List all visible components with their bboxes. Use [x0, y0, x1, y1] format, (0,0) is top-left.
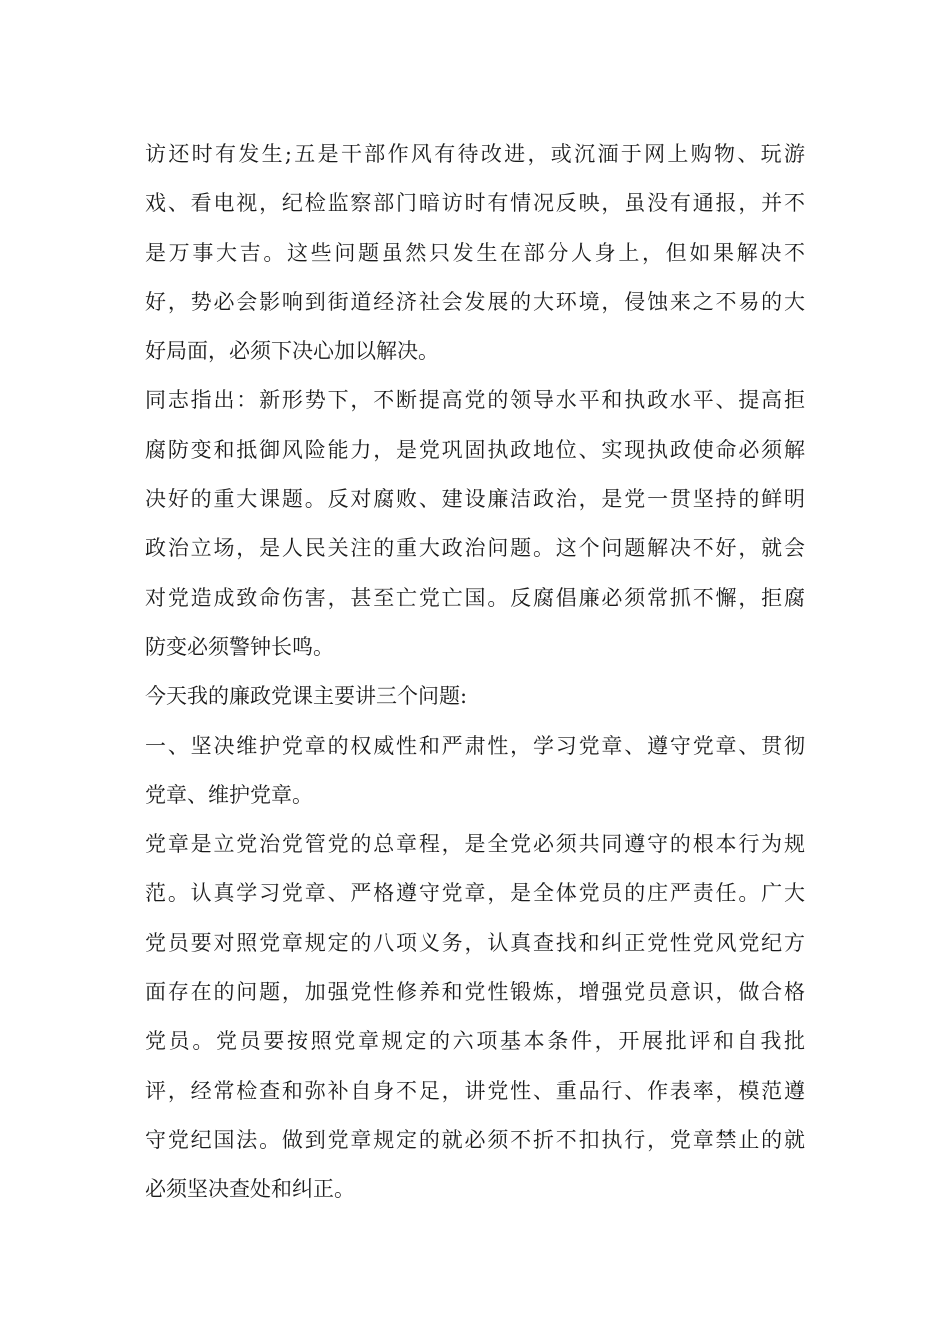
text-line: 评，经常检查和弥补自身不足，讲党性、重品行、作表率，模范遵 [145, 1078, 805, 1103]
paragraph-5 [145, 820, 805, 1214]
text-line: 范。认真学习党章、严格遵守党章，是全体党员的庄严责任。广大 [145, 881, 805, 906]
text-line: 必须坚决查处和纠正。 [145, 1177, 355, 1202]
text-line: 党员。党员要按照党章规定的六项基本条件，开展批评和自我批 [145, 1029, 805, 1054]
text-line: 党章、维护党章。 [145, 782, 313, 807]
text-line: 防变必须警钟长鸣。 [145, 634, 334, 659]
text-line: 一、坚决维护党章的权威性和严肃性，学习党章、遵守党章、贯彻 [145, 733, 805, 758]
text-line: 好局面，必须下决心加以解决。 [145, 339, 439, 364]
text-line: 党员要对照党章规定的八项义务，认真查找和纠正党性党风党纪方 [145, 930, 805, 955]
text-line: 同志指出：新形势下，不断提高党的领导水平和执政水平、提高拒 [145, 388, 805, 413]
paragraph-2 [145, 376, 805, 672]
text-line: 腐防变和抵御风险能力，是党巩固执政地位、实现执政使命必须解 [145, 437, 805, 462]
text-line: 今天我的廉政党课主要讲三个问题: [145, 684, 468, 709]
text-line: 对党造成致命伤害，甚至亡党亡国。反腐倡廉必须常抓不懈，拒腐 [145, 585, 805, 610]
paragraph-3 [145, 672, 805, 721]
text-line: 戏、看电视，纪检监察部门暗访时有情况反映，虽没有通报，并不 [145, 191, 805, 216]
text-line: 守党纪国法。做到党章规定的就必须不折不扣执行，党章禁止的就 [145, 1127, 805, 1152]
text-line: 好，势必会影响到街道经济社会发展的大环境，侵蚀来之不易的大 [145, 289, 805, 314]
text-line: 党章是立党治党管党的总章程，是全党必须共同遵守的根本行为规 [145, 832, 805, 857]
text-line: 是万事大吉。这些问题虽然只发生在部分人身上，但如果解决不 [145, 240, 805, 265]
document-page [145, 130, 805, 1215]
text-line: 访还时有发生;五是干部作风有待改进，或沉湎于网上购物、玩游 [145, 142, 805, 166]
text-line: 面存在的问题，加强党性修养和党性锻炼，增强党员意识，做合格 [145, 980, 805, 1005]
text-line: 政治立场，是人民关注的重大政治问题。这个问题解决不好，就会 [145, 536, 805, 561]
paragraph-1 [145, 130, 805, 376]
section-heading-1 [145, 722, 805, 821]
text-line: 决好的重大课题。反对腐败、建设廉洁政治，是党一贯坚持的鲜明 [145, 487, 805, 512]
